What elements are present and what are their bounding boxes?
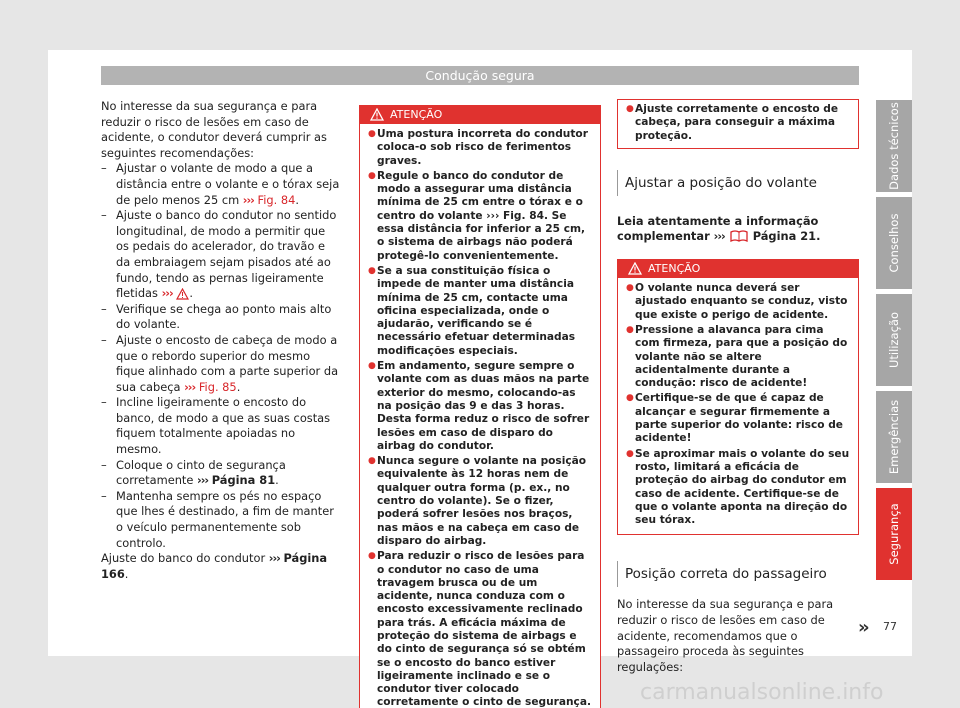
warning-box-driver — [359, 105, 601, 708]
warning-item: ● O volante nunca deverá ser ajustado enquanto se conduz, visto que existe o perigo de acidente. — [626, 282, 850, 322]
warning-item: ● Nunca segure o volante na posição equivalente às 12 horas nem de qualquer outra forma (p. ex., no centro do volante). Se o fizer, poderá sofrer lesões nos braços, nas mãos e na cabeça em caso de disparo do airbag. — [368, 455, 592, 548]
chapter-tabs — [876, 100, 912, 585]
warning-body — [360, 124, 600, 708]
intro-paragraph: No interesse da sua segurança e para reduzir o risco de lesões em caso de acidente, o condutor deverá cumprir as seguintes recomendações: — [101, 99, 327, 160]
tab-seguranca[interactable]: Segurança — [876, 488, 912, 580]
list-item: – Coloque o cinto de segurança corretamente ››› Página 81. — [101, 458, 341, 489]
warning-triangle-icon — [628, 262, 642, 275]
watermark: carmanualsonline.info — [640, 680, 884, 705]
warning-item: ● Uma postura incorreta do condutor coloca-o sob risco de ferimentos graves. — [368, 128, 592, 168]
list-item: – Ajuste o encosto de cabeça de modo a que o rebordo superior do mesmo fique alinhado com a parte superior da sua cabeça ››› Fig. 85. — [101, 333, 341, 395]
fig-84-link[interactable]: Fig. 84 — [257, 192, 296, 207]
outro-paragraph: Ajuste do banco do condutor ››› Página 166. — [101, 551, 328, 581]
lead-paragraph: Leia atentamente a informação complementar ››› Página 21. — [617, 213, 821, 244]
fig-85-link[interactable]: Fig. 85 — [198, 379, 237, 394]
recommendation-list — [101, 161, 341, 551]
warning-item: ● Para reduzir o risco de lesões para o condutor no caso de uma travagem brusca ou de um acidente, nunca conduza com o encosto excessivamente reclinado para trás. A eficácia máxima de proteção do sistema de airbags e do cinto de segurança só se obtém se o encosto do banco estiver ligeiramente inclinado e se o condutor tiver colocado corretamente o cinto de segurança. — [368, 550, 592, 708]
warning-body — [618, 278, 858, 534]
list-item: – Verifique se chega ao ponto mais alto do volante. — [101, 302, 341, 333]
warning-item: ● Se aproximar mais o volante do seu rosto, limitará a eficácia de proteção do airbag do condutor em caso de acidente. Certifique-se de que o volante aponta na direção do seu tórax. — [626, 448, 850, 528]
section-title-passenger: Posição correta do passageiro — [617, 565, 859, 583]
book-icon[interactable] — [729, 229, 749, 243]
warning-header: ATENÇÃO — [618, 260, 858, 278]
tab-utilizacao[interactable]: Utilização — [876, 294, 912, 386]
section-title-steering: Ajustar a posição do volante — [617, 174, 859, 192]
warning-box-steering — [617, 259, 859, 535]
list-item: – Incline ligeiramente o encosto do banco, de modo a que as suas costas fiquem totalmente apoiadas no mesmo. — [101, 395, 341, 457]
page-number: 77 — [883, 620, 897, 633]
warning-header: ATENÇÃO — [360, 106, 600, 124]
continue-mark: » — [858, 617, 870, 638]
warning-item: ● Em andamento, segure sempre o volante com as duas mãos na parte exterior do mesmo, colocando-as na posição das 9 e das 3 horas. Desta forma reduz o risco de sofrer lesões em caso de disparo do airbag do condutor. — [368, 360, 592, 453]
page-166-link[interactable]: Página 166 — [101, 551, 328, 581]
warning-item: ● Ajuste corretamente o encosto de cabeça, para conseguir a máxima proteção. — [626, 103, 850, 143]
column-3 — [617, 99, 859, 675]
tab-emergencias[interactable]: Emergências — [876, 391, 912, 483]
tab-dados-tecnicos[interactable]: Dados técnicos — [876, 100, 912, 192]
tab-conselhos[interactable]: Conselhos — [876, 197, 912, 289]
list-item: – Ajuste o banco do condutor no sentido longitudinal, de modo a permitir que os pedais do acelerador, do travão e da embraiagem sejam pisados até ao fundo, tendo as pernas ligeiramente fletidas ››› . — [101, 208, 341, 302]
warning-item: ● Regule o banco do condutor de modo a assegurar uma distância mínima de 25 cm entre o tórax e o centro do volante ››› Fig. 84. Se essa distância for inferior a 25 cm, o sistema de airbags não poderá protegê-lo convenientemente. — [368, 170, 592, 263]
warning-triangle-icon — [370, 108, 384, 121]
page-81-link[interactable]: Página 81 — [211, 473, 276, 488]
warning-item: ● Certifique-se de que é capaz de alcançar e segurar firmemente a parte superior do volante: risco de acidente! — [626, 392, 850, 445]
column-1 — [101, 99, 341, 582]
list-item: – Ajustar o volante de modo a que a distância entre o volante e o tórax seja de pelo menos 25 cm ››› Fig. 84. — [101, 161, 341, 208]
warning-item: ● Se a sua constituição física o impede de manter uma distância mínima de 25 cm, contacte uma oficina especializada, onde o ajudarão, verificando se é necessário efetuar determinadas modificações especiais. — [368, 265, 592, 358]
passenger-paragraph: No interesse da sua segurança e para reduzir o risco de lesões em caso de acidente, recomendamos que o passageiro proceda às seguintes regulações: — [617, 597, 834, 674]
warning-item: ● Pressione a alavanca para cima com firmeza, para que a posição do volante não se altere acidentalmente durante a condução: risco de acidente! — [626, 324, 850, 390]
page-header: Condução segura — [101, 66, 859, 85]
list-item: – Mantenha sempre os pés no espaço que lhes é destinado, a fim de manter o veículo permanentemente sob controlo. — [101, 489, 341, 551]
warning-triangle-icon[interactable] — [176, 288, 189, 300]
page-21-link[interactable]: Página 21 — [752, 229, 817, 244]
headrest-note-box — [617, 99, 859, 149]
